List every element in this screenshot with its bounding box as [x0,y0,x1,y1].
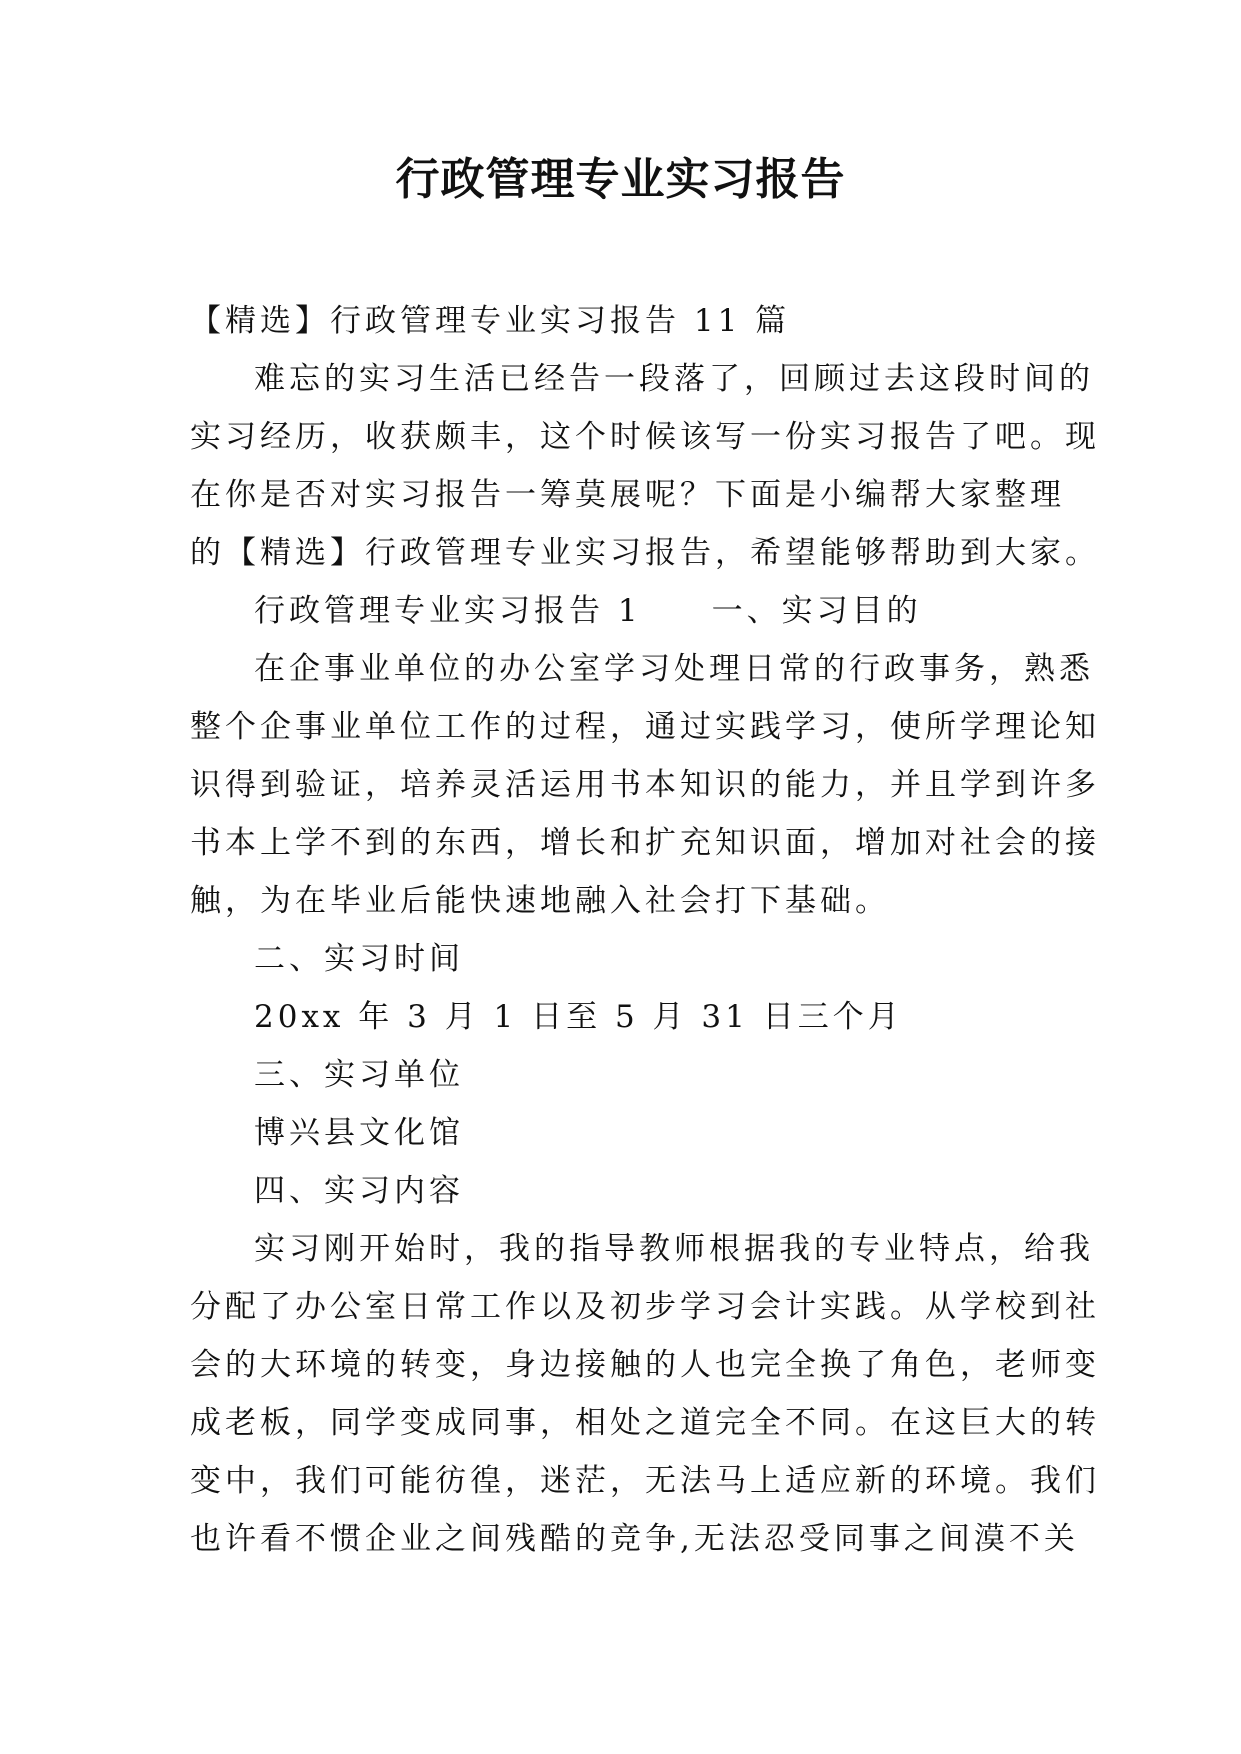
paragraph-line: 在你是否对实习报告一筹莫展呢？下面是小编帮大家整理 [190,477,1065,513]
paragraph-line: 会的大环境的转变，身边接触的人也完全换了角色，老师变 [190,1347,1100,1383]
paragraph-line: 也许看不惯企业之间残酷的竞争,无法忍受同事之间漠不关 [190,1521,1079,1557]
subtitle-line: 【精选】行政管理专业实习报告 11 篇 [190,303,791,339]
paragraph-line: 识得到验证，培养灵活运用书本知识的能力，并且学到许多 [190,767,1100,803]
paragraph-line: 的【精选】行政管理专业实习报告，希望能够帮助到大家。 [190,535,1100,571]
paragraph-line: 变中，我们可能彷徨，迷茫，无法马上适应新的环境。我们 [190,1463,1100,1499]
section-heading-content: 四、实习内容 [254,1173,464,1209]
paragraph-line: 难忘的实习生活已经告一段落了，回顾过去这段时间的 [254,361,1094,397]
paragraph-line: 实习经历，收获颇丰，这个时候该写一份实习报告了吧。现 [190,419,1100,455]
section-heading-line [190,582,1070,640]
paragraph-line: 20xx 年 3 月 1 日至 5 月 31 日三个月 [254,999,903,1035]
section-heading-purpose: 一、实习目的 [711,593,922,629]
paragraph-line: 整个企事业单位工作的过程，通过实践学习，使所学理论知 [190,709,1100,745]
paragraph-line: 触，为在毕业后能快速地融入社会打下基础。 [190,883,890,919]
paragraph-line: 实习刚开始时，我的指导教师根据我的专业特点，给我 [254,1231,1094,1267]
paragraph-line: 分配了办公室日常工作以及初步学习会计实践。从学校到社 [190,1289,1100,1325]
document-body [190,292,1100,1568]
paragraph-line: 博兴县文化馆 [254,1115,464,1151]
document-title: 行政管理专业实习报告 [395,154,846,205]
paragraph-line: 在企事业单位的办公室学习处理日常的行政事务，熟悉 [254,651,1094,687]
paragraph-line: 书本上学不到的东西，增长和扩充知识面，增加对社会的接 [190,825,1100,861]
report-number-label: 行政管理专业实习报告 1 [254,593,642,629]
paragraph-line: 成老板，同学变成同事，相处之道完全不同。在这巨大的转 [190,1405,1100,1441]
section-heading-time: 二、实习时间 [254,941,464,977]
section-heading-unit: 三、实习单位 [254,1057,464,1093]
